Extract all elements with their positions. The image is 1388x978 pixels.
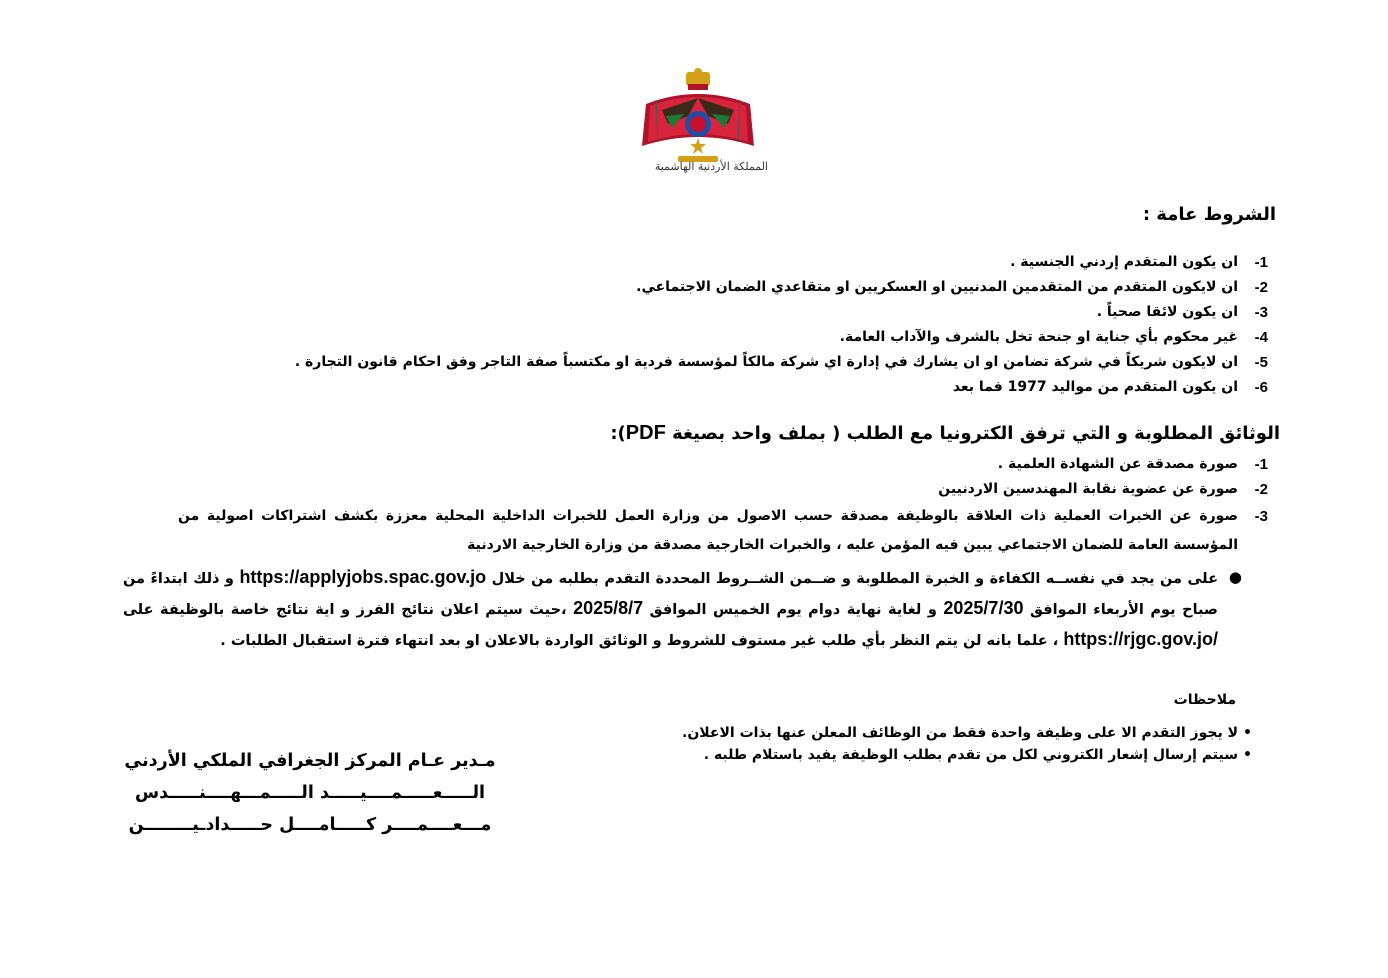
- item-number: 3-: [1254, 508, 1268, 525]
- application-text: ،حيث سيتم اعلان نتائج الفرز و اية نتائج خاصة بالوظيفة على: [123, 602, 567, 618]
- start-date: 2025/7/30: [943, 598, 1024, 618]
- item-number: 2-: [1254, 481, 1268, 498]
- end-date: 2025/8/7: [573, 598, 644, 618]
- list-item: [295, 275, 1268, 300]
- notes-title: ملاحظات: [1173, 692, 1236, 708]
- emblem-caption: المملكة الأردنية الهاشمية: [654, 160, 768, 173]
- general-conditions-title: الشروط عامة :: [1142, 204, 1276, 225]
- item-text: ان لايكون المتقدم من المتقدمين المدنيين او العسكريين او متقاعدي الضمان الاجتماعي.: [636, 279, 1238, 295]
- item-number: 1-: [1254, 456, 1268, 473]
- item-number: 5-: [1254, 354, 1268, 371]
- application-text: و ذلك ابتداءً من صباح يوم الأربعاء الموافق: [123, 571, 1218, 618]
- rjgc-link[interactable]: https://rjgc.gov.jo/: [1063, 629, 1218, 649]
- list-item: [178, 502, 1268, 560]
- application-text: على من يجد في نفســه الكفاءة و الخبرة المطلوبة و ضــمن الشــروط المحددة التقدم بطلبه من خلال: [491, 571, 1218, 587]
- item-text: صورة عن عضوية نقابة المهندسين الاردنيين: [938, 481, 1238, 497]
- item-text: ان يكون المتقدم إردني الجنسية .: [1010, 254, 1238, 270]
- signature-title: مـدير عـام المركز الجغرافي الملكي الأردني: [124, 751, 496, 771]
- note-text: لا يجوز التقدم الا على وظيفة واحدة فقط من الوظائف المعلن عنها بذات الاعلان.: [682, 725, 1238, 741]
- list-item: [295, 300, 1268, 325]
- item-number: 4-: [1254, 329, 1268, 346]
- apply-jobs-link[interactable]: https://applyjobs.spac.gov.jo: [239, 567, 487, 587]
- list-item: [682, 722, 1252, 744]
- bullet-icon: ●: [1228, 568, 1242, 586]
- list-item: [295, 250, 1268, 275]
- general-conditions-list: [294, 250, 1268, 400]
- item-text: غير محكوم بأي جناية او جنحة تخل بالشرف والآداب العامة.: [839, 329, 1238, 345]
- item-text: ان يكون المتقدم من مواليد 1977 فما بعد: [952, 379, 1238, 395]
- item-text: ان يكون لائقا صحياً .: [1096, 304, 1238, 320]
- list-item: [295, 325, 1268, 350]
- item-number: 1-: [1254, 254, 1268, 271]
- note-text: سيتم إرسال إشعار الكتروني لكل من تقدم بطلب الوظيفة يفيد باستلام طلبه .: [703, 747, 1238, 763]
- documents-title: [610, 422, 1280, 445]
- application-paragraph: [123, 563, 1242, 656]
- list-item: [178, 452, 1268, 477]
- list-item: [295, 375, 1268, 400]
- documents-title-text: الوثائق المطلوبة و التي ترفق الكترونيا مع الطلب ( بملف واحد بصيغة: [672, 423, 1280, 444]
- documents-format: PDF: [625, 422, 666, 444]
- list-item: [178, 477, 1268, 502]
- documents-title-suffix: ):: [610, 423, 626, 444]
- application-text: و لغاية نهاية دوام يوم الخميس الموافق: [649, 602, 937, 618]
- notes-list: [682, 722, 1252, 766]
- item-text: صورة مصدقة عن الشهادة العلمية .: [997, 456, 1238, 472]
- item-number: 3-: [1254, 304, 1268, 321]
- item-text: صورة عن الخبرات العملية ذات العلاقة بالوظيفة مصدقة حسب الاصول من وزارة العمل للخبرات الداخلية المحلية معززة بكشف اشتراكات اصولية من المؤسسة العامة للضمان الاجتماعي يبين فيه المؤمن عليه ، والخبرات الخارجية مصدقة من وزارة الخارجية الاردنية: [178, 508, 1238, 553]
- documents-list: [178, 452, 1268, 560]
- signature-name: مـــعــــمــــر كـــــامــــل حـــــدادـيــــــــن: [128, 815, 492, 835]
- bullet-icon: •: [1243, 747, 1252, 763]
- list-item: [294, 350, 1268, 375]
- bullet-icon: •: [1243, 725, 1252, 741]
- signature-block: [120, 745, 500, 841]
- list-item: [682, 744, 1252, 766]
- item-text: ان لايكون شريكاً في شركة تضامن او ان يشارك في إدارة اي شركة مالكاً لمؤسسة فردية او مكتسباً صفة التاجر وفق احكام قانون التجارة .: [294, 354, 1238, 370]
- signature-rank: الـــــعـــــمــــيـــــد الـــــمـــهــــنـــــدس: [134, 783, 486, 803]
- application-text: ، علما بانه لن يتم النظر بأي طلب غير مستوف للشروط و الوثائق الواردة بالاعلان او بعد انتهاء فترة استقبال الطلبات .: [220, 633, 1059, 649]
- item-number: 6-: [1254, 379, 1268, 396]
- item-number: 2-: [1254, 279, 1268, 296]
